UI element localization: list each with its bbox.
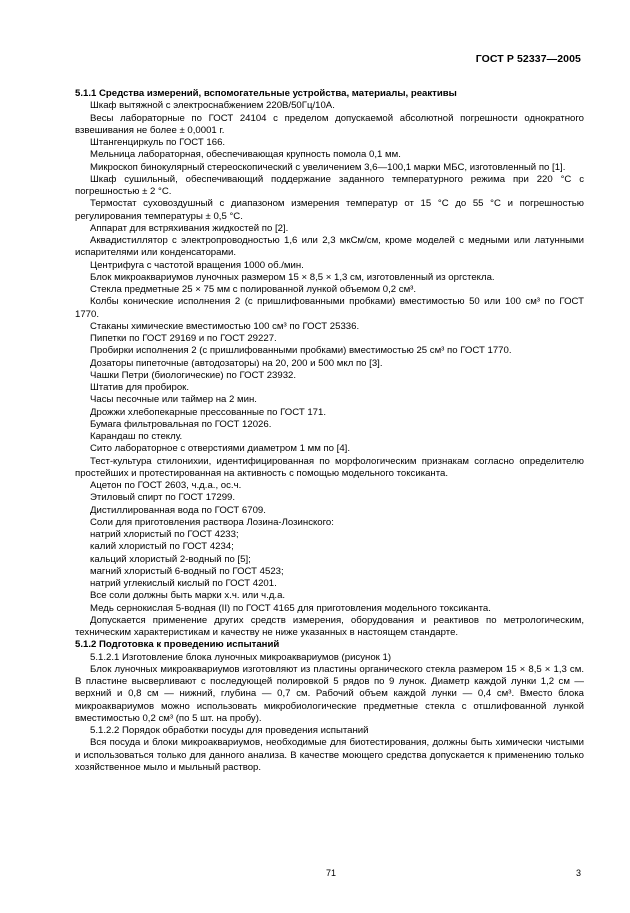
list-item: Чашки Петри (биологические) по ГОСТ 23932. [90, 369, 297, 381]
list-item: Допускается применение других средств измерения, оборудования и реактивов по метрологическим, техническим характеристикам и качеству не ниже указанных в настоящем стандарте. [75, 614, 584, 638]
document-body [75, 88, 584, 774]
list-item: Соли для приготовления раствора Лозина-Лозинского: [90, 516, 334, 528]
section-title-5-1-1: 5.1.1 Средства измерений, вспомогательные устройства, материалы, реактивы [75, 88, 457, 99]
page-number: 3 [575, 868, 581, 878]
list-item: Ацетон по ГОСТ 2603, ч.д.а., ос.ч. [90, 480, 242, 491]
list-item: Шкаф вытяжной с электроснабжением 220В/50Гц/10А. [90, 100, 335, 112]
footer-center-number: 71 [326, 868, 337, 878]
list-item: Карандаш по стеклу. [90, 431, 183, 442]
list-item: Аквадистиллятор с электропроводностью 1,6 или 2,3 мкСм/см, кроме моделей с медными или латунными испарителями или конденсаторами. [75, 235, 584, 259]
list-item: Блок микроаквариумов луночных размером 15 × 8,5 × 1,3 см, изготовленный из оргстекла. [90, 271, 495, 283]
list-item: Центрифуга с частотой вращения 1000 об./мин. [90, 259, 304, 271]
list-item: кальций хлористый 2-водный по [5]; [90, 553, 251, 565]
section-title-5-1-2: 5.1.2 Подготовка к проведению испытаний [75, 639, 280, 651]
list-item: Медь сернокислая 5-водная (II) по ГОСТ 4165 для приготовления модельного токсиканта. [90, 602, 491, 614]
subsection-text-5-1-2-2: Вся посуда и блоки микроаквариумов, необходимые для биотестирования, должны быть химически чистыми и использоваться только для данного анализа. В качестве моющего средства допускается к применению только хозяйственное мыло и мыльный раствор. [75, 737, 584, 773]
list-item: Стаканы химические вместимостью 100 см³ по ГОСТ 25336. [90, 320, 360, 332]
list-item: Штатив для пробирок. [90, 382, 190, 393]
list-item: Часы песочные или таймер на 2 мин. [90, 394, 257, 406]
subsection-title-5-1-2-2: 5.1.2.2 Порядок обработки посуды для проведения испытаний [90, 725, 369, 736]
list-item: Мельница лабораторная, обеспечивающая крупность помола 0,1 мм. [90, 149, 401, 161]
list-item: магний хлористый 6-водный по ГОСТ 4523; [90, 565, 284, 577]
equipment-list [75, 100, 584, 639]
list-item: Штангенциркуль по ГОСТ 166. [90, 137, 226, 148]
subsection-title-5-1-2-1: 5.1.2.1 Изготовление блока луночных микроаквариумов (рисунок 1) [90, 651, 392, 663]
list-item: Бумага фильтровальная по ГОСТ 12026. [90, 418, 272, 430]
document-header: ГОСТ Р 52337—2005 [475, 53, 581, 65]
list-item: Этиловый спирт по ГОСТ 17299. [90, 492, 236, 504]
list-item: Аппарат для встряхивания жидкостей по [2]. [90, 222, 289, 234]
list-item: Пробирки исполнения 2 (с пришлифованными пробками) вместимостью 25 см³ по ГОСТ 1770. [90, 345, 512, 357]
list-item: натрий углекислый кислый по ГОСТ 4201. [90, 578, 277, 589]
list-item: Дозаторы пипеточные (автодозаторы) на 20, 200 и 500 мкл по [3]. [90, 357, 383, 369]
list-item: Шкаф сушильный, обеспечивающий поддержание заданного температурного режима при 220 °С с погрешностью ± 2 °С. [75, 173, 584, 197]
list-item: Дистиллированная вода по ГОСТ 6709. [90, 504, 266, 516]
list-item: Пипетки по ГОСТ 29169 и по ГОСТ 29227. [90, 333, 277, 344]
list-item: Тест-культура стилонихии, идентифицированная по морфологическим признакам согласно определителю простейших и протестированная на активность с помощью модельного токсиканта. [75, 455, 584, 479]
list-item: Все соли должны быть марки х.ч. или ч.д.а. [90, 590, 286, 602]
list-item: калий хлористый по ГОСТ 4234; [90, 541, 234, 553]
list-item: натрий хлористый по ГОСТ 4233; [90, 529, 239, 540]
list-item: Весы лабораторные по ГОСТ 24104 с пределом допускаемой абсолютной погрешности однократного взвешивания не более ± 0,0001 г. [75, 112, 584, 136]
list-item: Микроскоп бинокулярный стереоскопический с увеличением 3,6—100,1 марки МБС, изготовленный по [1]. [90, 161, 566, 173]
list-item: Колбы конические исполнения 2 (с пришлифованными пробками) вместимостью 50 или 100 см³ по ГОСТ 1770. [75, 296, 584, 320]
list-item: Термостат суховоздушный с диапазоном измерения температур от 15 °С до 55 °С и погрешностью регулирования температуры ± 0,5 °С. [75, 198, 584, 222]
list-item: Стекла предметные 25 × 75 мм с полированной лункой объемом 0,2 см³. [90, 284, 417, 295]
subsection-text-5-1-2-1: Блок луночных микроаквариумов изготовляют из пластины органического стекла размером 15 × 8,5 × 1,3 см. В пластине высверливают с последующей полировкой 5 рядов по 9 лунок. Диаметр каждой лунки 1,2 см — верхний и 0,8 см — нижний, глубина — 0,7 см. Рабочий объем каждой лунки — 0,4 см³. Вместо блока микроаквариумов можно использовать микробиологические предметные стекла с отшлифованной лункой вместимостью 0,2 см³ (по 5 шт. на пробу). [75, 663, 584, 724]
list-item: Дрожжи хлебопекарные прессованные по ГОСТ 171. [90, 406, 327, 418]
list-item: Сито лабораторное с отверстиями диаметром 1 мм по [4]. [90, 443, 351, 455]
